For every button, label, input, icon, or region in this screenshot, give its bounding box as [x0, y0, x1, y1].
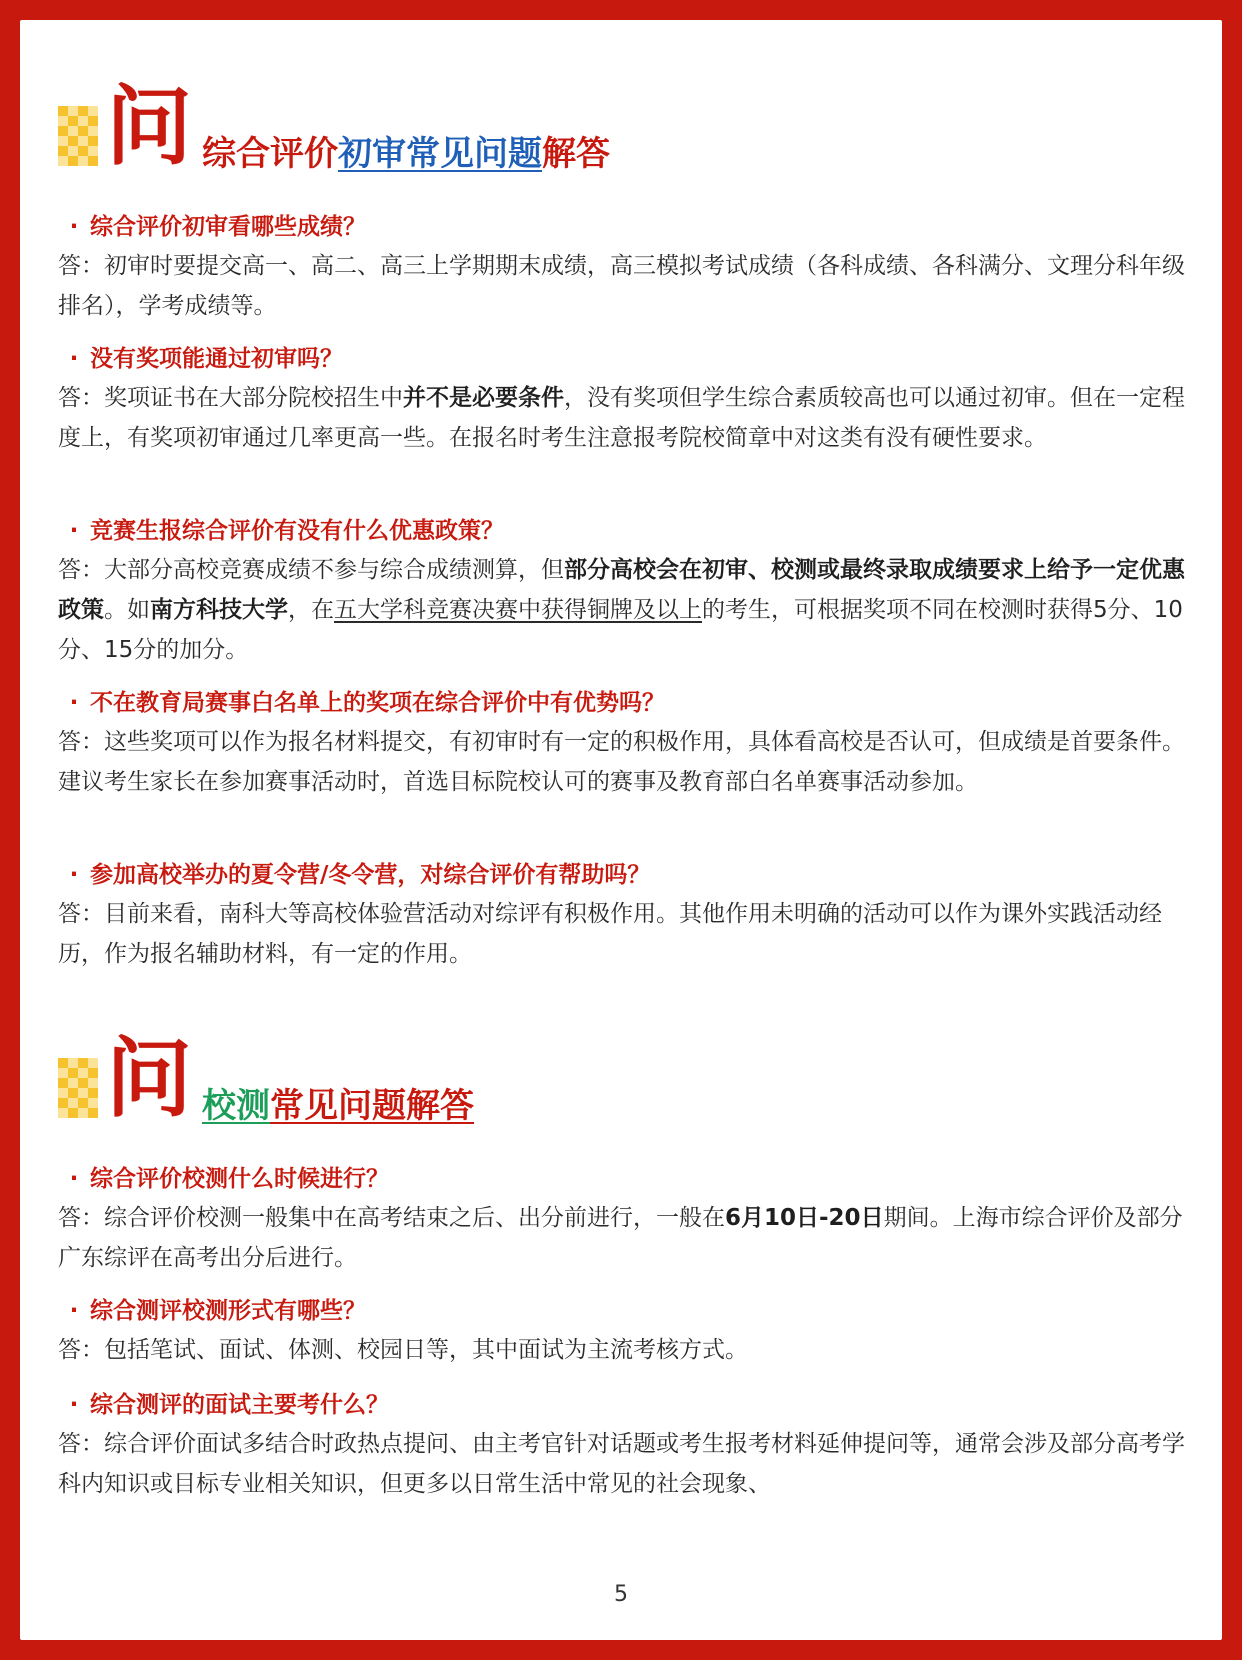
answer-emphasis: 部分高校会在初审、校测或最终录取成绩要求上给予一定优惠政策 — [58, 557, 1185, 623]
bullet: · — [69, 690, 79, 716]
bullet: · — [69, 862, 79, 888]
answer-text: 答：综合评价校测一般集中在高考结束之后、出分前进行，一般在6月10日-20日期间。上海市综合评价及部分广东综评在高考出分后进行。 — [58, 1205, 1183, 1271]
question-glyph: 问 — [106, 1029, 192, 1129]
question-text: · 没有奖项能通过初审吗？ — [58, 342, 1193, 376]
qa-item — [58, 1294, 1193, 1370]
answer-text: 答：目前来看，南科大等高校体验营活动对综评有积极作用。其他作用未明确的活动可以作为课外实践活动经历，作为报名辅助材料，有一定的作用。 — [58, 901, 1162, 967]
checker-decoration-icon — [58, 106, 98, 166]
answer-text: 答：这些奖项可以作为报名材料提交，有初审时有一定的积极作用，具体看高校是否认可，但成绩是首要条件。建议考生家长在参加赛事活动时，首选目标院校认可的赛事及教育部白名单赛事活动参加。 — [58, 729, 1185, 795]
bullet: · — [69, 214, 79, 240]
qa-item — [58, 342, 1193, 458]
qa-item — [58, 514, 1193, 670]
question-text: · 参加高校举办的夏令营/冬令营，对综合评价有帮助吗？ — [58, 858, 1193, 892]
bullet: · — [69, 518, 79, 544]
section-title — [202, 126, 610, 175]
section-header-initial-review — [58, 77, 1158, 188]
bullet: · — [69, 1166, 79, 1192]
question-text: · 不在教育局赛事白名单上的奖项在综合评价中有优势吗？ — [58, 686, 1193, 720]
page-sheet — [20, 20, 1222, 1640]
question-text: · 竞赛生报综合评价有没有什么优惠政策？ — [58, 514, 1193, 548]
bullet: · — [69, 1298, 79, 1324]
section-title-suffix: 解答 — [542, 134, 610, 174]
qa-item — [58, 686, 1193, 802]
question-glyph: 问 — [106, 77, 192, 177]
section-title — [202, 1078, 474, 1127]
qa-item — [58, 858, 1193, 974]
question-text: · 综合评价初审看哪些成绩？ — [58, 210, 1193, 244]
section-title-suffix: 常见问题解答 — [270, 1086, 474, 1126]
question-text: · 综合测评校测形式有哪些？ — [58, 1294, 1193, 1328]
page-number: 5 — [614, 1582, 628, 1607]
answer-emphasis: 南方科技大学 — [150, 597, 288, 623]
answer-emphasis: 6月10日-20日 — [725, 1205, 884, 1231]
answer-text: 答：大部分高校竞赛成绩不参与综合成绩测算，但部分高校会在初审、校测或最终录取成绩要求上给予一定优惠政策。如南方科技大学，在五大学科竞赛决赛中获得铜牌及以上的考生，可根据奖项不同在校测时获得5分、10分、15分的加分。 — [58, 557, 1185, 663]
qa-item — [58, 210, 1193, 326]
question-text: · 综合评价校测什么时候进行？ — [58, 1162, 1193, 1196]
bullet: · — [69, 346, 79, 372]
checker-decoration-icon — [58, 1058, 98, 1118]
qa-item — [58, 1388, 1193, 1504]
answer-text: 答：初审时要提交高一、高二、高三上学期期末成绩，高三模拟考试成绩（各科成绩、各科满分、文理分科年级排名），学考成绩等。 — [58, 253, 1185, 319]
answer-text: 答：综合评价面试多结合时政热点提问、由主考官针对话题或考生报考材料延伸提问等，通常会涉及部分高考学科内知识或目标专业相关知识，但更多以日常生活中常见的社会现象、 — [58, 1431, 1185, 1497]
answer-emphasis: 并不是必要条件 — [403, 385, 564, 411]
qa-item — [58, 1162, 1193, 1278]
section-title-prefix: 综合评价 — [202, 134, 338, 174]
section-title-highlight: 初审常见问题 — [338, 134, 542, 174]
section-header-school-test — [58, 1029, 1158, 1140]
answer-text: 答：奖项证书在大部分院校招生中并不是必要条件，没有奖项但学生综合素质较高也可以通过初审。但在一定程度上，有奖项初审通过几率更高一些。在报名时考生注意报考院校简章中对这类有没有硬性要求。 — [58, 385, 1185, 451]
question-text: · 综合测评的面试主要考什么？ — [58, 1388, 1193, 1422]
section-title-highlight: 校测 — [202, 1086, 270, 1126]
answer-text: 答：包括笔试、面试、体测、校园日等，其中面试为主流考核方式。 — [58, 1337, 748, 1363]
answer-underline: 五大学科竞赛决赛中获得铜牌及以上 — [334, 597, 702, 623]
bullet: · — [69, 1392, 79, 1418]
